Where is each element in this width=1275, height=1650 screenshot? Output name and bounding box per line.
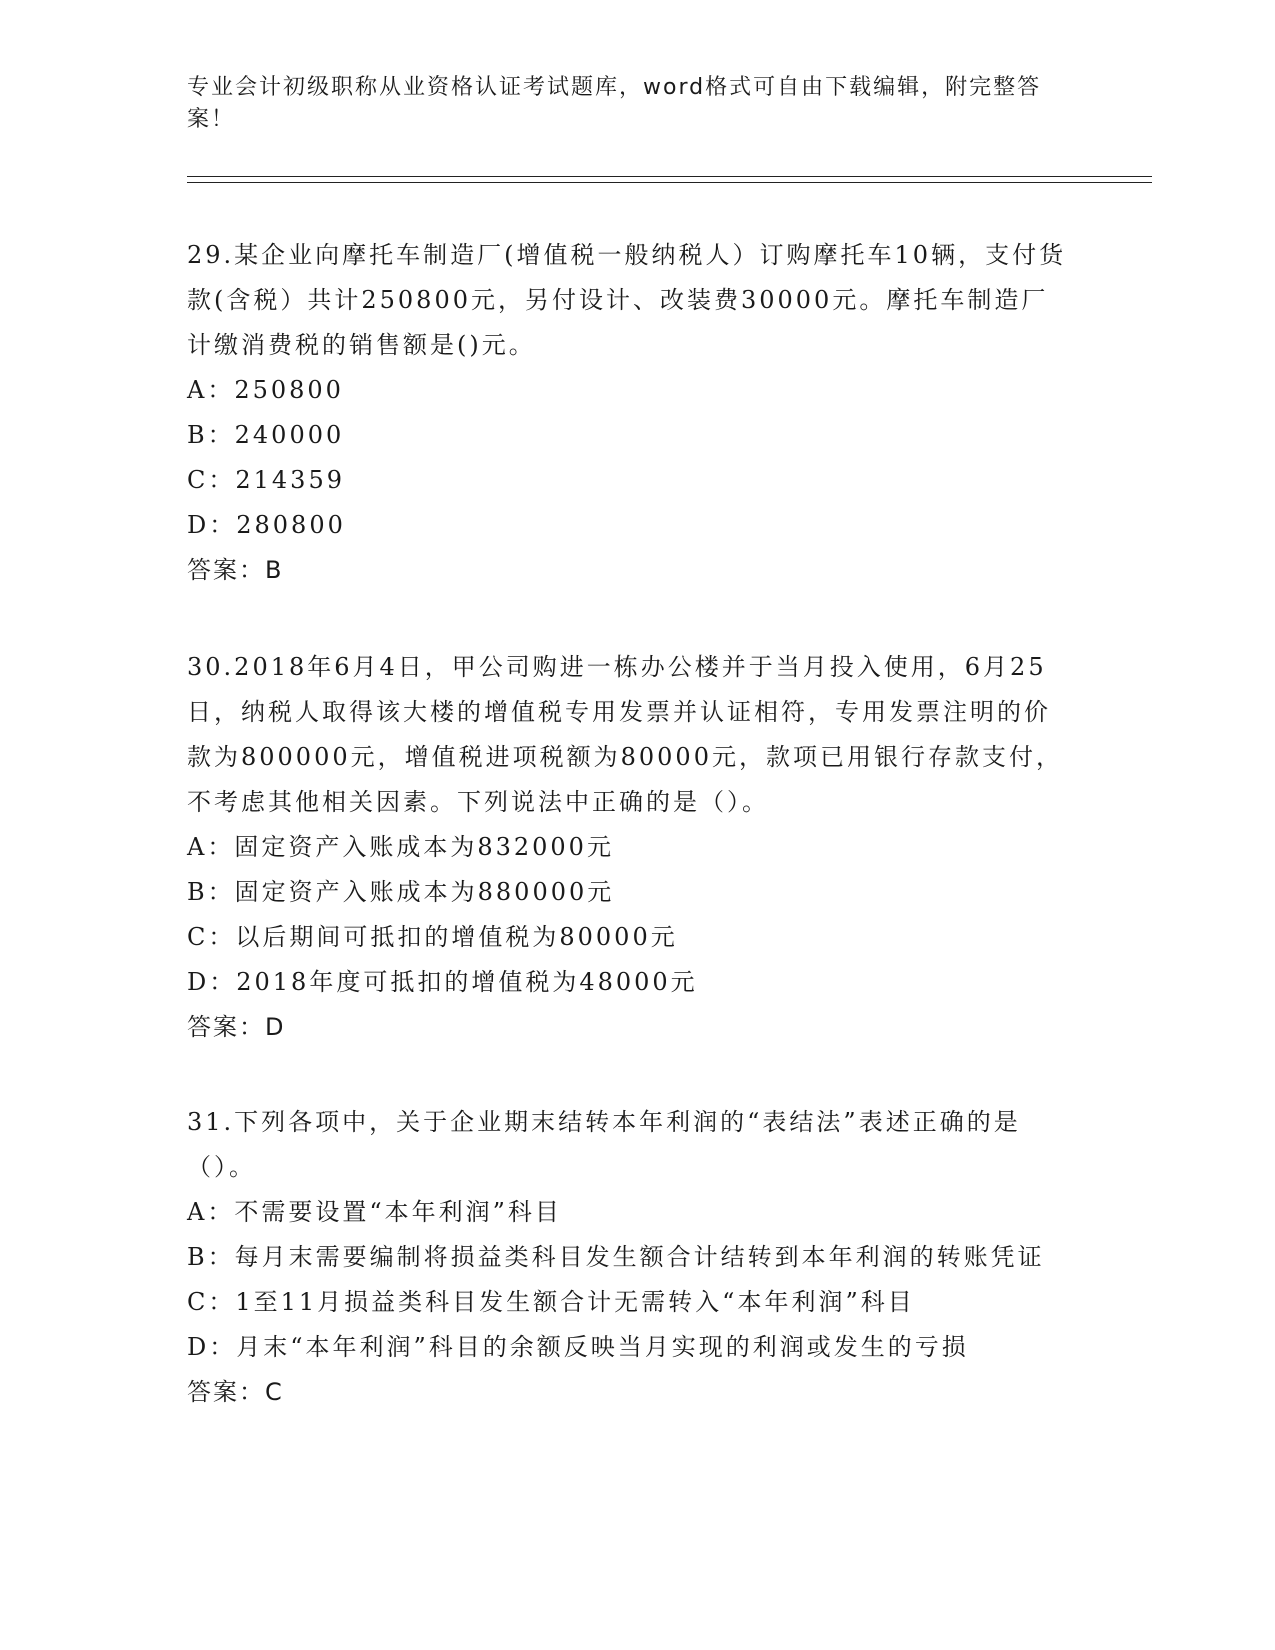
header-divider-top	[187, 176, 1152, 177]
option-d: D：月末“本年利润”科目的余额反映当月实现的利润或发生的亏损	[187, 1333, 969, 1361]
answer-line: 答案：C	[187, 1378, 284, 1406]
option-b: B：240000	[187, 421, 345, 449]
option-c: C：214359	[187, 466, 345, 494]
question-stem: 31.下列各项中，关于企业期末结转本年利润的“表结法”表述正确的是（）。	[187, 1108, 1021, 1181]
option-b: B：每月末需要编制将损益类科目发生额合计结转到本年利润的转账凭证	[187, 1243, 1045, 1271]
option-c: C：1至11月损益类科目发生额合计无需转入“本年利润”科目	[187, 1288, 915, 1316]
question-stem: 29.某企业向摩托车制造厂(增值税一般纳税人）订购摩托车10辆，支付货款(含税）共计250800元，另付设计、改装费30000元。摩托车制造厂计缴消费税的销售额是()元。	[187, 241, 1067, 359]
header-divider-bottom	[187, 182, 1152, 183]
option-a: A：固定资产入账成本为832000元	[187, 833, 614, 861]
question-30	[187, 645, 1067, 1050]
question-stem: 30.2018年6月4日，甲公司购进一栋办公楼并于当月投入使用，6月25日，纳税人取得该大楼的增值税专用发票并认证相符，专用发票注明的价款为800000元，增值税进项税额为80000元，款项已用银行存款支付，不考虑其他相关因素。下列说法中正确的是（）。	[187, 653, 1063, 816]
answer-line: 答案：D	[187, 1013, 286, 1041]
option-d: D：280800	[187, 511, 346, 539]
option-c: C：以后期间可抵扣的增值税为80000元	[187, 923, 678, 951]
option-a: A：不需要设置“本年利润”科目	[187, 1198, 562, 1226]
option-b: B：固定资产入账成本为880000元	[187, 878, 615, 906]
question-29	[187, 233, 1067, 593]
answer-line: 答案：B	[187, 556, 284, 584]
option-a: A：250800	[187, 376, 344, 404]
option-d: D：2018年度可抵扣的增值税为48000元	[187, 968, 698, 996]
page-header-intro: 专业会计初级职称从业资格认证考试题库，word格式可自由下载编辑，附完整答案！	[187, 75, 1042, 132]
question-31	[187, 1100, 1067, 1415]
